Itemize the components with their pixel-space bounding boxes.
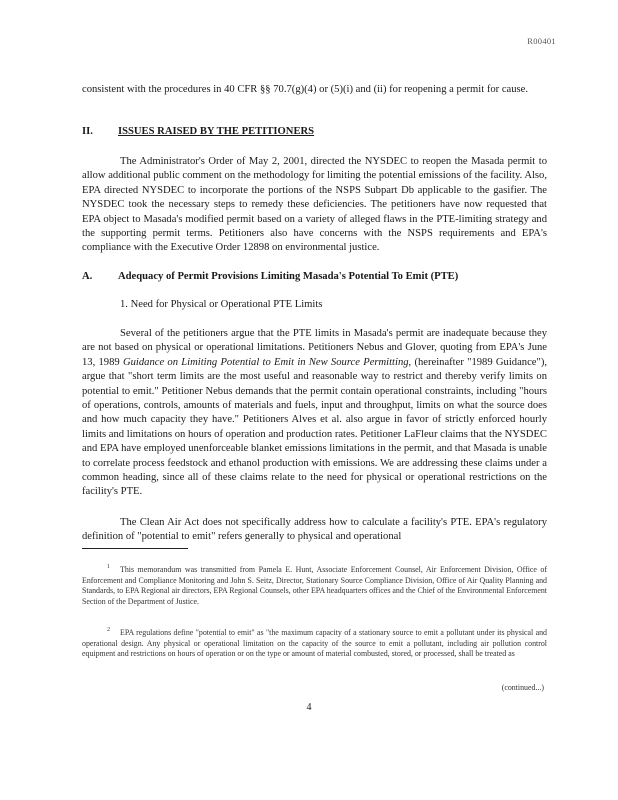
section-ii-heading [82, 126, 314, 137]
document-id: R00401 [527, 36, 556, 46]
footnote-divider [82, 548, 188, 549]
clean-air-act-paragraph: The Clean Air Act does not specifically address how to calculate a facility's PTE. EPA's regulatory definition of "potential to emit" refers generally to physical and operational [82, 517, 547, 543]
petitioners-paragraph [82, 327, 547, 500]
page-number: 4 [306, 702, 312, 713]
intro-paragraph: consistent with the procedures in 40 CFR §§ 70.7(g)(4) or (5)(i) and (ii) for reopening a permit for cause. [82, 84, 528, 95]
para2-part1: Several of the petitioners argue that the PTE limits in Masada's permit are inadequate because they are not based on physical or operational limitations. Petitioners Nebus and Glover, quoting from EPA's June 13, 1989 [82, 328, 547, 368]
section-ii-paragraph: The Administrator's Order of May 2, 2001, directed the NYSDEC to reopen the Masada permit to allow additional public comment on the methodology for limiting the potential emissions of the facility. Also, EPA directed NYSDEC to incorporate the portions of the NSPS Subpart Db applicable to the gasifier. The NYSDEC took the necessary steps to remedy these deficiencies. The petitioners have now requested that EPA object to Masada's modified permit based on a variety of alleged flaws in the PTE-limiting strategy and the supporting permit terms. Petitioners also have concerns with the NSPS requirements and EPA's compliance with the Executive Order 12898 on environmental justice. [82, 156, 547, 254]
footnote-1-text: This memorandum was transmitted from Pamela E. Hunt, Associate Enforcement Counsel, Air Enforcement Division, Office of Enforcement and Compliance Monitoring and John S. Seitz, Director, Stationary Source Compliance Division, Office of Air Quality Planning and Standards, to EPA Regional air directors, EPA Regional Counsels, other EPA headquarters offices and the Chief of the Environmental Enforcement Section of the Department of Justice. [82, 565, 547, 606]
continued-note: (continued...) [501, 683, 544, 692]
section-ii-title: ISSUES RAISED BY THE PETITIONERS [118, 126, 315, 137]
footnote-2-text: EPA regulations define "potential to emit" as "the maximum capacity of a stationary source to emit a pollutant under its physical and operational design. Any physical or operational limitation on the capacity of the source to emit a pollutant, including air pollution control equipment and restrictions on hours of operation or on the type or amount of material combusted, stored, or processed, shall be treated as [82, 628, 547, 659]
guidance-title: Guidance on Limiting Potential to Emit in New Source Permitting [122, 356, 409, 368]
footnote-2: 2 EPA regulations define "potential to emit" as "the maximum capacity of a stationary source to emit a pollutant under its physical and operational design. Any physical or operational limitation on the capacity of the source to emit a pollutant, including air pollution control equipment and restrictions on hours of operation or on the type or amount of material combusted, stored, or processed, shall be treated as [82, 627, 547, 659]
section-ii-number: II. [82, 126, 93, 137]
section-a-number: A. [82, 271, 93, 282]
footnote-1: 1 This memorandum was transmitted from Pamela E. Hunt, Associate Enforcement Counsel, Air Enforcement Division, Office of Enforcement and Compliance Monitoring and John S. Seitz, Director, Stationary Source Compliance Division, Office of Air Quality Planning and Standards, to EPA Regional air directors, EPA Regional Counsels, other EPA headquarters offices and the Chief of the Environmental Enforcement Section of the Department of Justice. [82, 564, 547, 606]
section-a-title: Adequacy of Permit Provisions Limiting Masada's Potential To Emit (PTE) [118, 271, 459, 282]
subsection-1-heading: 1. Need for Physical or Operational PTE Limits [120, 299, 323, 310]
para2-part2: , (hereinafter "1989 Guidance"), argue that "short term limits are the most useful and reasonable way to restrict and thereby verify limits on potential to emit." Petitioner Nebus demands that the permit contain operational constraints, including "hours of operations, controls, amounts of materials and fuels, input and throughput, limits on what the source does and how much capacity they have." Petitioners Alves et al. also argue in favor of strictly enforced hourly limits and limitations on hours of operation and production rates. Petitioner LaFleur claims that the NYSDEC and EPA have employed unenforceable blanket emissions limitations in the permit, and that Masada is unable to correlate process feedstock and ethanol production with emissions. We are addressing these claims under a common heading, since all of these claims relate to the need for physical or operational restrictions on the facility's PTE. [82, 356, 547, 498]
section-a-heading [82, 271, 458, 282]
